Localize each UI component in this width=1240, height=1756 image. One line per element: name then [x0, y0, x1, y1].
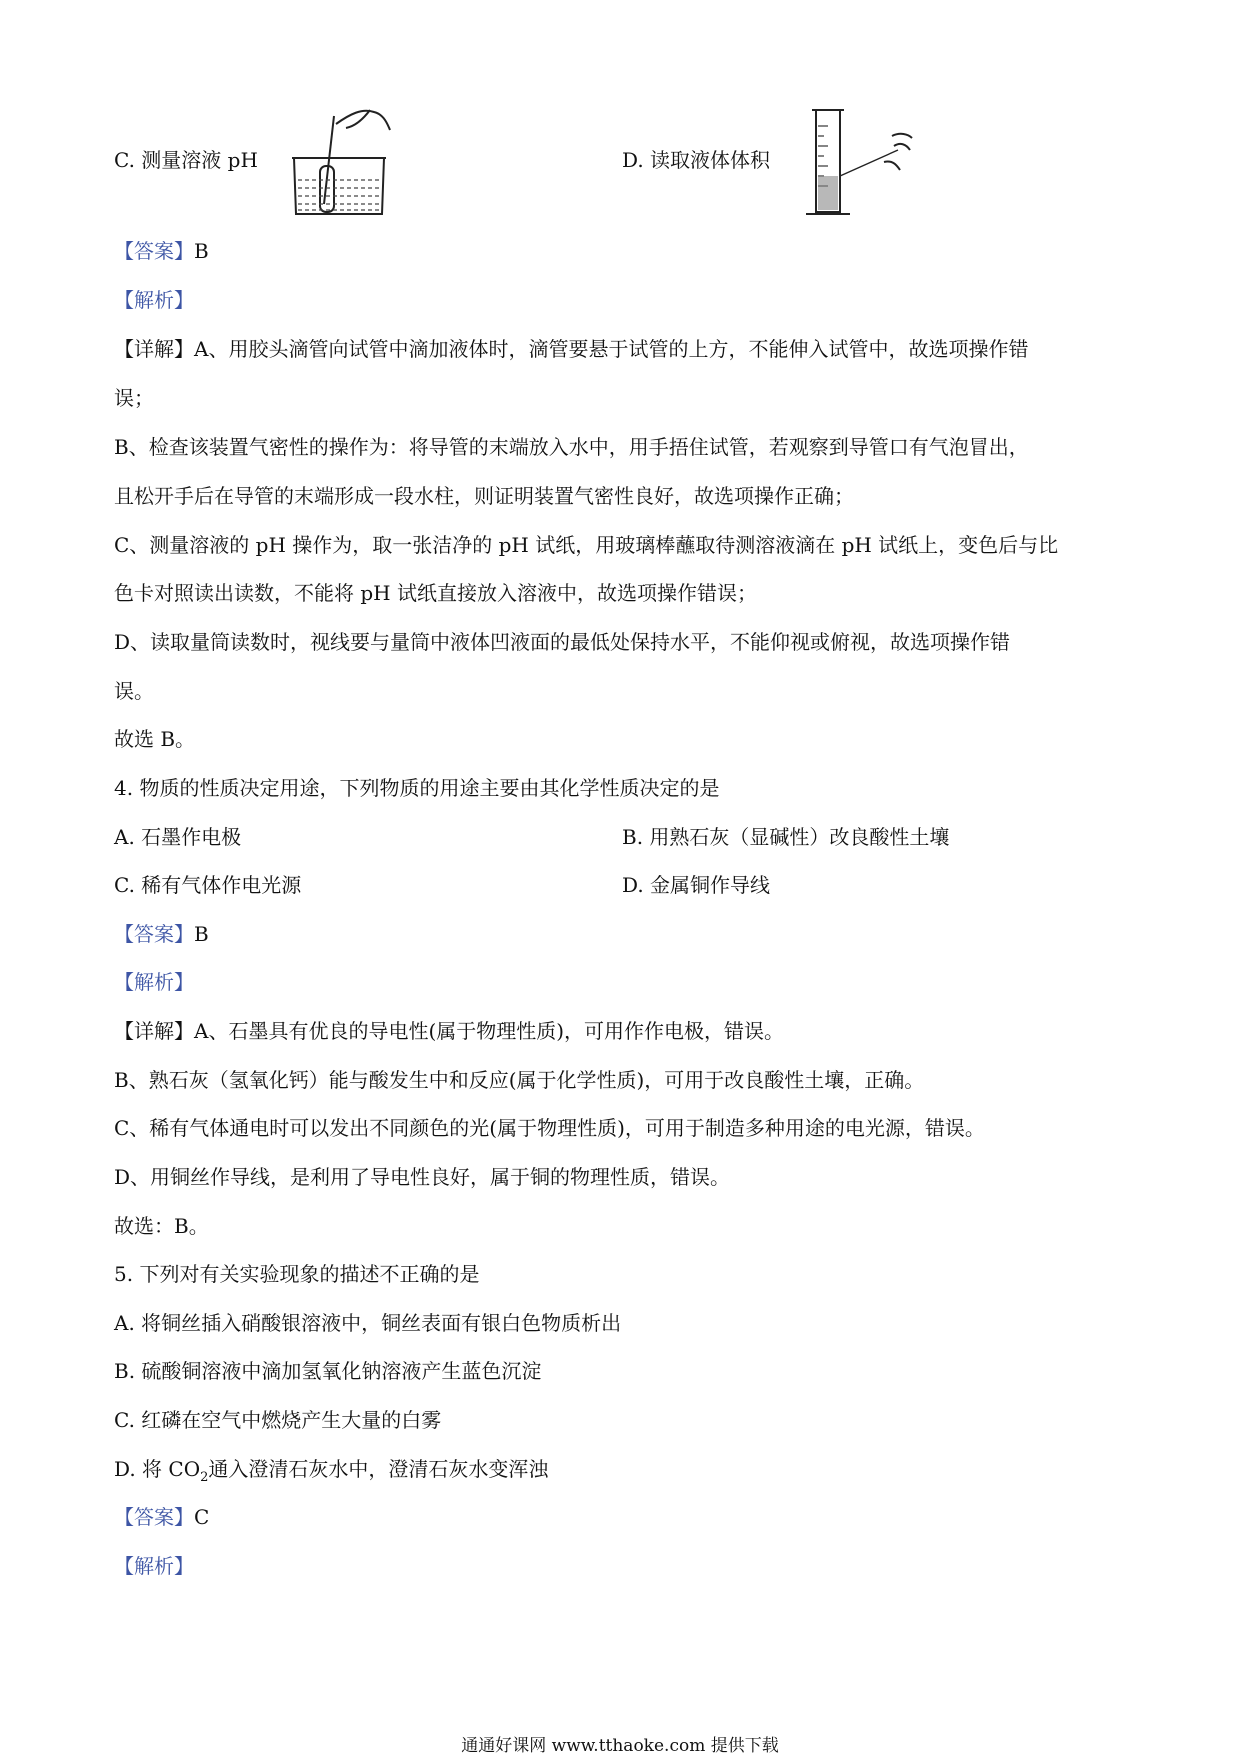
q3-detail-d-line2: 误。	[114, 679, 154, 703]
q3-detail-a-line2: 误；	[114, 386, 154, 410]
detail-label: 【详解】	[114, 337, 194, 361]
q3-option-d: D. 读取液体体积	[622, 148, 771, 172]
detail-label: 【详解】	[114, 1019, 194, 1043]
ph-test-beaker-figure	[290, 108, 400, 220]
answer-value: B	[194, 922, 209, 946]
q3-analysis-label: 【解析】	[114, 288, 194, 312]
answer-value: C	[194, 1505, 210, 1529]
q4-option-c: C. 稀有气体作电光源	[114, 873, 302, 897]
answer-label: 【答案】	[114, 1505, 194, 1529]
q4-stem: 4. 物质的性质决定用途，下列物质的用途主要由其化学性质决定的是	[114, 776, 720, 800]
q5-stem: 5. 下列对有关实验现象的描述不正确的是	[114, 1262, 480, 1286]
q5-analysis-label: 【解析】	[114, 1554, 194, 1578]
q4-detail-c: C、稀有气体通电时可以发出不同颜色的光(属于物理性质)，可用于制造多种用途的电光源，错误。	[114, 1116, 985, 1140]
graduated-cylinder-figure	[800, 106, 920, 224]
q5-option-c: C. 红磷在空气中燃烧产生大量的白雾	[114, 1408, 442, 1432]
q3-detail-a-line1: 【详解】A、用胶头滴管向试管中滴加液体时，滴管要悬于试管的上方，不能伸入试管中，故选项操作错	[114, 337, 1029, 361]
q4-answer	[114, 920, 209, 948]
page-footer: 通通好课网 www.tthaoke.com 提供下载	[461, 1736, 779, 1756]
q5-option-b: B. 硫酸铜溶液中滴加氢氧化钠溶液产生蓝色沉淀	[114, 1359, 542, 1383]
q3-detail-d-line1: D、读取量筒读数时，视线要与量筒中液体凹液面的最低处保持水平，不能仰视或俯视，故选项操作错	[114, 630, 1011, 654]
q5-answer	[114, 1503, 209, 1531]
q3-detail-b-line1: B、检查该装置气密性的操作为：将导管的末端放入水中，用手捂住试管，若观察到导管口有气泡冒出，	[114, 435, 1029, 459]
q3-detail-b-line2: 且松开手后在导管的末端形成一段水柱，则证明装置气密性良好，故选项操作正确；	[114, 484, 854, 508]
q4-conclusion: 故选：B。	[114, 1214, 209, 1238]
q3-answer	[114, 237, 209, 265]
q3-conclusion: 故选 B。	[114, 727, 196, 751]
q4-detail-d: D、用铜丝作导线，是利用了导电性良好，属于铜的物理性质，错误。	[114, 1165, 731, 1189]
q3-detail-c-line2: 色卡对照读出读数，不能将 pH 试纸直接放入溶液中，故选项操作错误；	[114, 581, 757, 605]
q4-option-d: D. 金属铜作导线	[622, 873, 771, 897]
q4-detail-a: 【详解】A、石墨具有优良的导电性(属于物理性质)，可用作作电极，错误。	[114, 1019, 785, 1043]
answer-value: B	[194, 239, 209, 263]
answer-label: 【答案】	[114, 922, 194, 946]
q5-option-a: A. 将铜丝插入硝酸银溶液中，铜丝表面有银白色物质析出	[114, 1311, 622, 1335]
q3-option-c: C. 测量溶液 pH	[114, 148, 258, 172]
q4-analysis-label: 【解析】	[114, 970, 194, 994]
q4-option-a: A. 石墨作电极	[114, 825, 242, 849]
q5-option-d: D. 将 $CO_2$通入澄清石灰水中，澄清石灰水变浑浊	[114, 1457, 549, 1485]
q4-option-b: B. 用熟石灰（显碱性）改良酸性土壤	[622, 825, 950, 849]
answer-label: 【答案】	[114, 239, 194, 263]
q3-detail-c-line1: C、测量溶液的 pH 操作为，取一张洁净的 pH 试纸，用玻璃棒蘸取待测溶液滴在 pH 试纸上，变色后与比	[114, 533, 1059, 557]
q4-detail-b: B、熟石灰（氢氧化钙）能与酸发生中和反应(属于化学性质)，可用于改良酸性土壤，正确。	[114, 1068, 925, 1092]
